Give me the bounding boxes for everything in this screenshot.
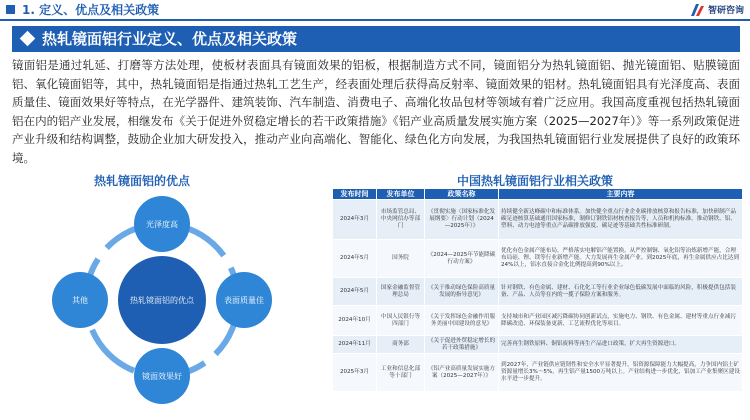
policy-table <box>332 188 743 392</box>
table-header: 政策名称 <box>425 189 499 200</box>
table-cell-date: 2024年10月 <box>333 306 377 336</box>
table-row <box>333 278 743 306</box>
table-header: 发布单位 <box>377 189 425 200</box>
advantages-diagram <box>12 188 312 413</box>
table-cell-content: 支持城市和产业园区减污降碳协同创新试点，实施电力、钢铁、有色金属、建材等重点行业减污降碳改造、环保装备更新、工艺流程优化等项目。 <box>499 306 743 336</box>
table-header: 发布时间 <box>333 189 377 200</box>
table-row <box>333 200 743 240</box>
table-cell-policy: 《铝产业高质量发展实施方案（2025—2027年）》 <box>425 354 499 392</box>
table-cell-issuer: 中国人民银行等四部门 <box>377 306 425 336</box>
policy-table-title: 中国热轧镜面铝行业相关政策 <box>456 174 613 188</box>
table-cell-policy: 《关于促进外贸稳定增长的若干政策措施》 <box>425 336 499 354</box>
header-divider <box>0 19 750 21</box>
table-cell-policy: 《关于发挥绿色金融作用服务美丽中国建设的意见》 <box>425 306 499 336</box>
page-title: 热轧镜面铝行业定义、优点及相关政策 <box>42 30 298 48</box>
advantage-label-mirror: 镜面效果好 <box>142 372 182 381</box>
table-cell-content: 针对钢铁、有色金属、建材、石化化工等行业企业绿色低碳发展中面临的风险，积极提供包括装备、产品、人员等在内的一揽子保险方案和服务。 <box>499 278 743 306</box>
table-cell-policy: 《关于推动绿色保险高质量发展的指导意见》 <box>425 278 499 306</box>
table-cell-date: 2024年11月 <box>333 336 377 354</box>
advantages-title: 热轧镜面铝的优点 <box>93 174 190 188</box>
table-cell-issuer: 商务部 <box>377 336 425 354</box>
table-cell-policy: 《贯彻实施〈国家标准化发展纲要〉行动计划（2024—2025年）》 <box>425 200 499 240</box>
diamond-icon <box>20 31 36 47</box>
table-cell-policy: 《2024—2025年节能降碳行动方案》 <box>425 240 499 278</box>
page-banner <box>12 26 740 52</box>
table-cell-issuer: 市场监管总局、中央网信办等部门 <box>377 200 425 240</box>
table-cell-date: 2024年5月 <box>333 240 377 278</box>
table-cell-issuer: 工业和信息化部等十部门 <box>377 354 425 392</box>
brand-name: 智研咨询 <box>707 6 744 16</box>
table-cell-date: 2024年5月 <box>333 278 377 306</box>
brand-mark-icon <box>691 4 705 16</box>
table-row <box>333 240 743 278</box>
intro-paragraph: 镜面铝是通过轧延、打磨等方法处理，使板材表面具有镜面效果的铝板，根据制造方式不同，镜面铝分为热轧镜面铝、抛光镜面铝、贴膜镜面铝、氧化镜面铝等，其中，热轧镜面铝是指通过热轧工艺生产，经表面处理后获得高反射率、镜面效果的铝材。热轧镜面铝具有光泽度高、表面质量佳、镜面效果好等特点，在光学器件、建筑装饰、汽车制造、消费电子、高端化妆品包材等领域有着广泛应用。我国高度重视包括热轧镜面铝在内的铝产业发展，相继发布《关于促进外贸稳定增长的若干政策措施》《铝产业高质量发展实施方案（2025—2027年）》等一系列政策促进产业升级和结构调整，鼓励企业加大研发投入，推动产业向高端化、智能化、绿色化方向发展，为我国热轧镜面铝行业发展提供了良好的政策环境。 <box>12 58 740 165</box>
table-header-row <box>333 189 743 200</box>
advantages-center-label: 热轧镜面铝的优点 <box>130 296 194 305</box>
table-cell-date: 2024年3月 <box>333 200 377 240</box>
advantage-label-gloss: 光泽度高 <box>146 220 178 229</box>
table-cell-content: 到2027年，产业链供应链韧性和安全水平显著提升，铝资源保障能力大幅提高，力争国内铝土矿资源量增长3%～5%，再生铝产量1500万吨以上。产业结构进一步优化，铝加工产业集聚区建设水平进一步提升。 <box>499 354 743 392</box>
table-cell-issuer: 国家金融监督管理总局 <box>377 278 425 306</box>
table-row <box>333 306 743 336</box>
top-bar <box>0 0 750 20</box>
brand-logo <box>691 3 744 16</box>
table-cell-date: 2025年3月 <box>333 354 377 392</box>
advantage-label-other: 其他 <box>72 296 88 305</box>
section-marker-icon <box>6 5 15 14</box>
table-header: 主要内容 <box>499 189 743 200</box>
advantage-label-surface: 表面质量佳 <box>224 296 264 305</box>
table-cell-content: 优化有色金属产能布局，严格落实电解铝产能置换，从严控制铜、氧化铝等冶炼新增产能，合理布局硅、锂、镁等行业新增产能。大力发展再生金属产业。到2025年底，再生金属供应占比达到24%以上，铝水直接合金化比例提高到90%以上。 <box>499 240 743 278</box>
table-row <box>333 354 743 392</box>
table-cell-content: 持续健全新达峰碳中和标准体系。加快健全重点行业企业碳排放核算和报告标准，加快研制产品碳足迹核算基础通用国家标准，制修订钢铁铝材核查报告等，人员和机构标准。推动钢铁、铝、塑料、动力电池等重点产品碳排放强度、碳足迹等基础共性标准研制。 <box>499 200 743 240</box>
table-cell-content: 完善再生钢铁原料、铜铝废料等再生产品进口政策，扩大再生资源进口。 <box>499 336 743 354</box>
table-cell-issuer: 国务院 <box>377 240 425 278</box>
table-row <box>333 336 743 354</box>
section-title: 1. 定义、优点及相关政策 <box>22 3 160 17</box>
